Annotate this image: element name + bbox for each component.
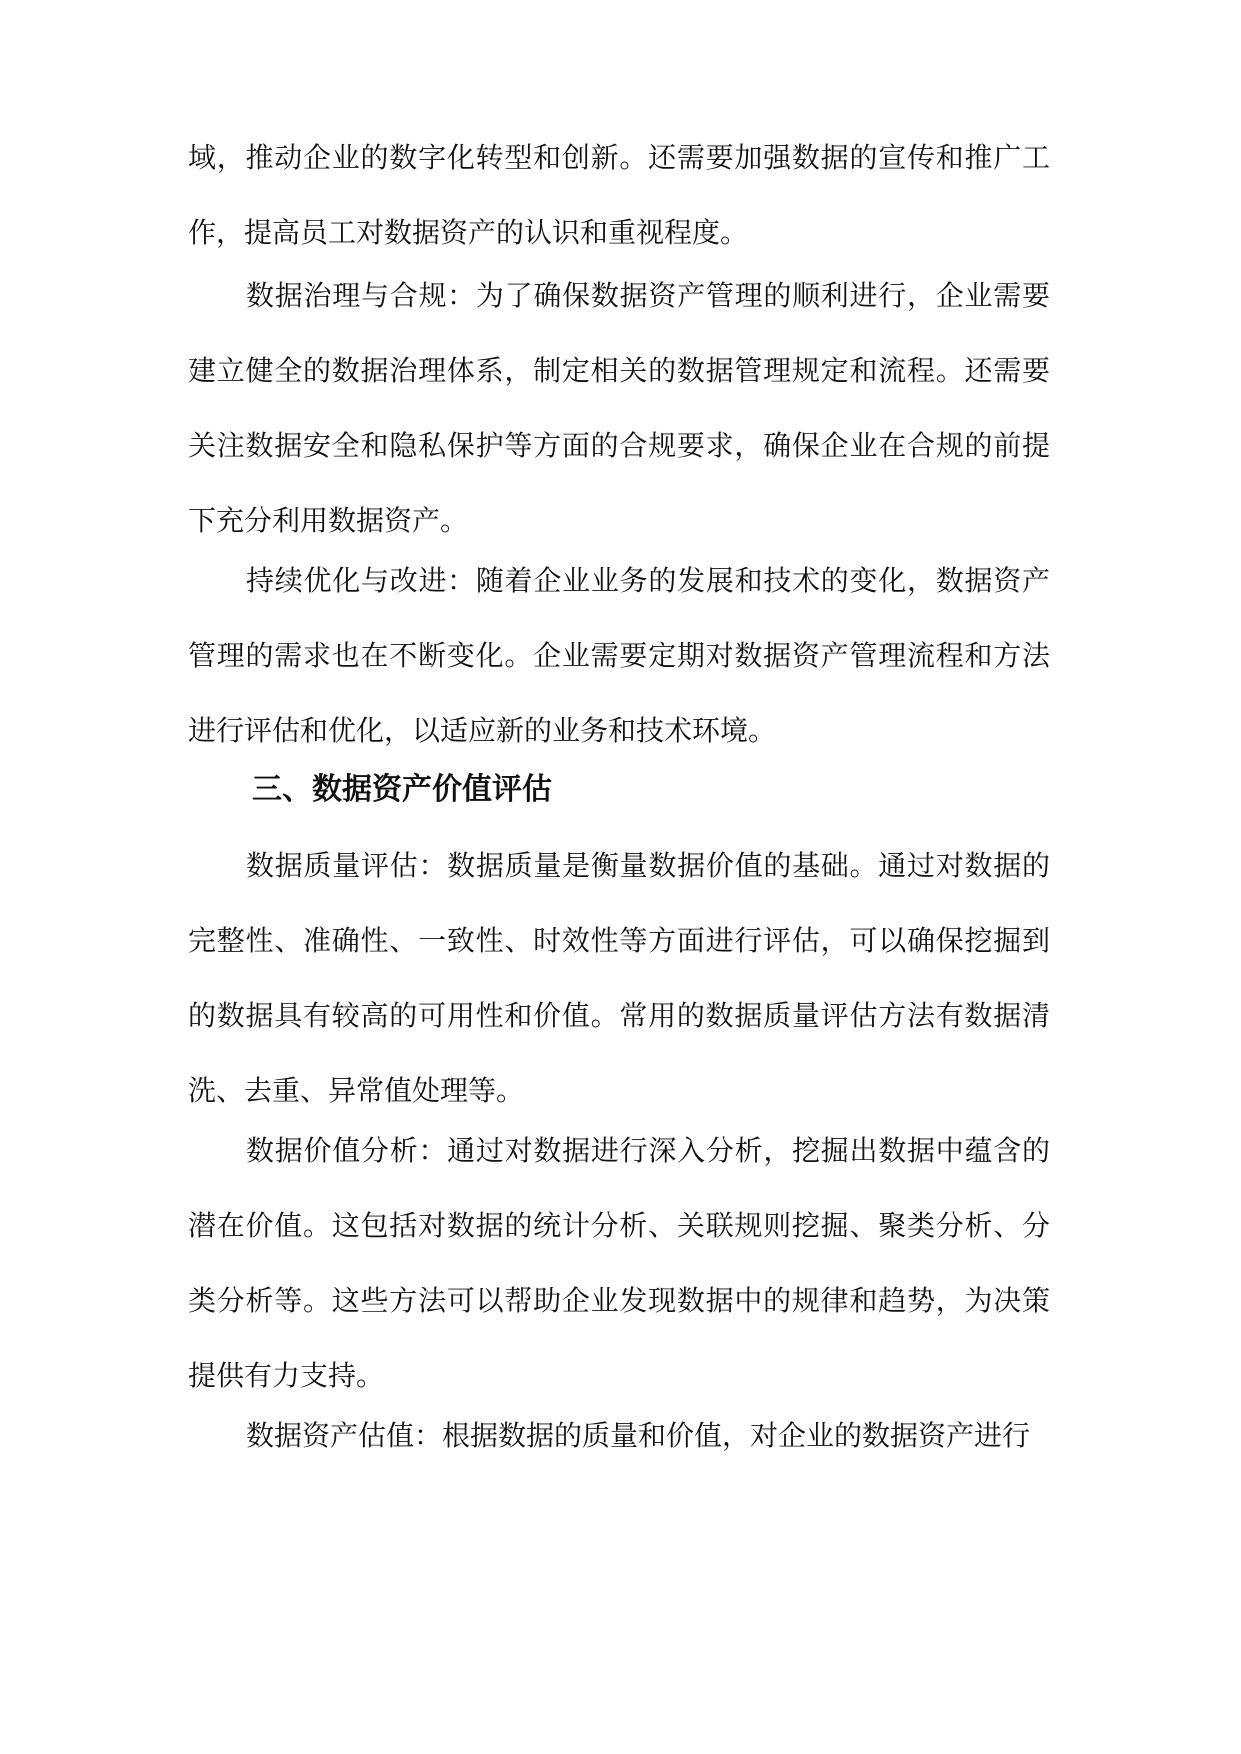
paragraph-data-quality: 数据质量评估：数据质量是衡量数据价值的基础。通过对数据的完整性、准确性、一致性、时效性等方面进行评估，可以确保挖掘到的数据具有较高的可用性和价值。常用的数据质量评估方法有数据清洗、去重、异常值处理等。 bbox=[188, 849, 1050, 1107]
section-heading: 三、数据资产价值评估 bbox=[252, 772, 552, 807]
paragraph-continuous-optimization: 持续优化与改进：随着企业业务的发展和技术的变化，数据资产管理的需求也在不断变化。企业需要定期对数据资产管理流程和方法进行评估和优化，以适应新的业务和技术环境。 bbox=[188, 564, 1050, 747]
paragraph-data-asset-valuation: 数据资产估值：根据数据的质量和价值，对企业的数据资产进行 bbox=[246, 1419, 1031, 1452]
paragraph-data-value-analysis: 数据价值分析：通过对数据进行深入分析，挖掘出数据中蕴含的潜在价值。这包括对数据的统计分析、关联规则挖掘、聚类分析、分类分析等。这些方法可以帮助企业发现数据中的规律和趋势，为决策提供有力支持。 bbox=[188, 1134, 1050, 1392]
paragraph-continuation: 域，推动企业的数字化转型和创新。还需要加强数据的宣传和推广工作，提高员工对数据资产的认识和重视程度。 bbox=[188, 141, 1050, 249]
paragraph-data-governance: 数据治理与合规：为了确保数据资产管理的顺利进行，企业需要建立健全的数据治理体系，制定相关的数据管理规定和流程。还需要关注数据安全和隐私保护等方面的合规要求，确保企业在合规的前提下充分利用数据资产。 bbox=[188, 279, 1050, 537]
